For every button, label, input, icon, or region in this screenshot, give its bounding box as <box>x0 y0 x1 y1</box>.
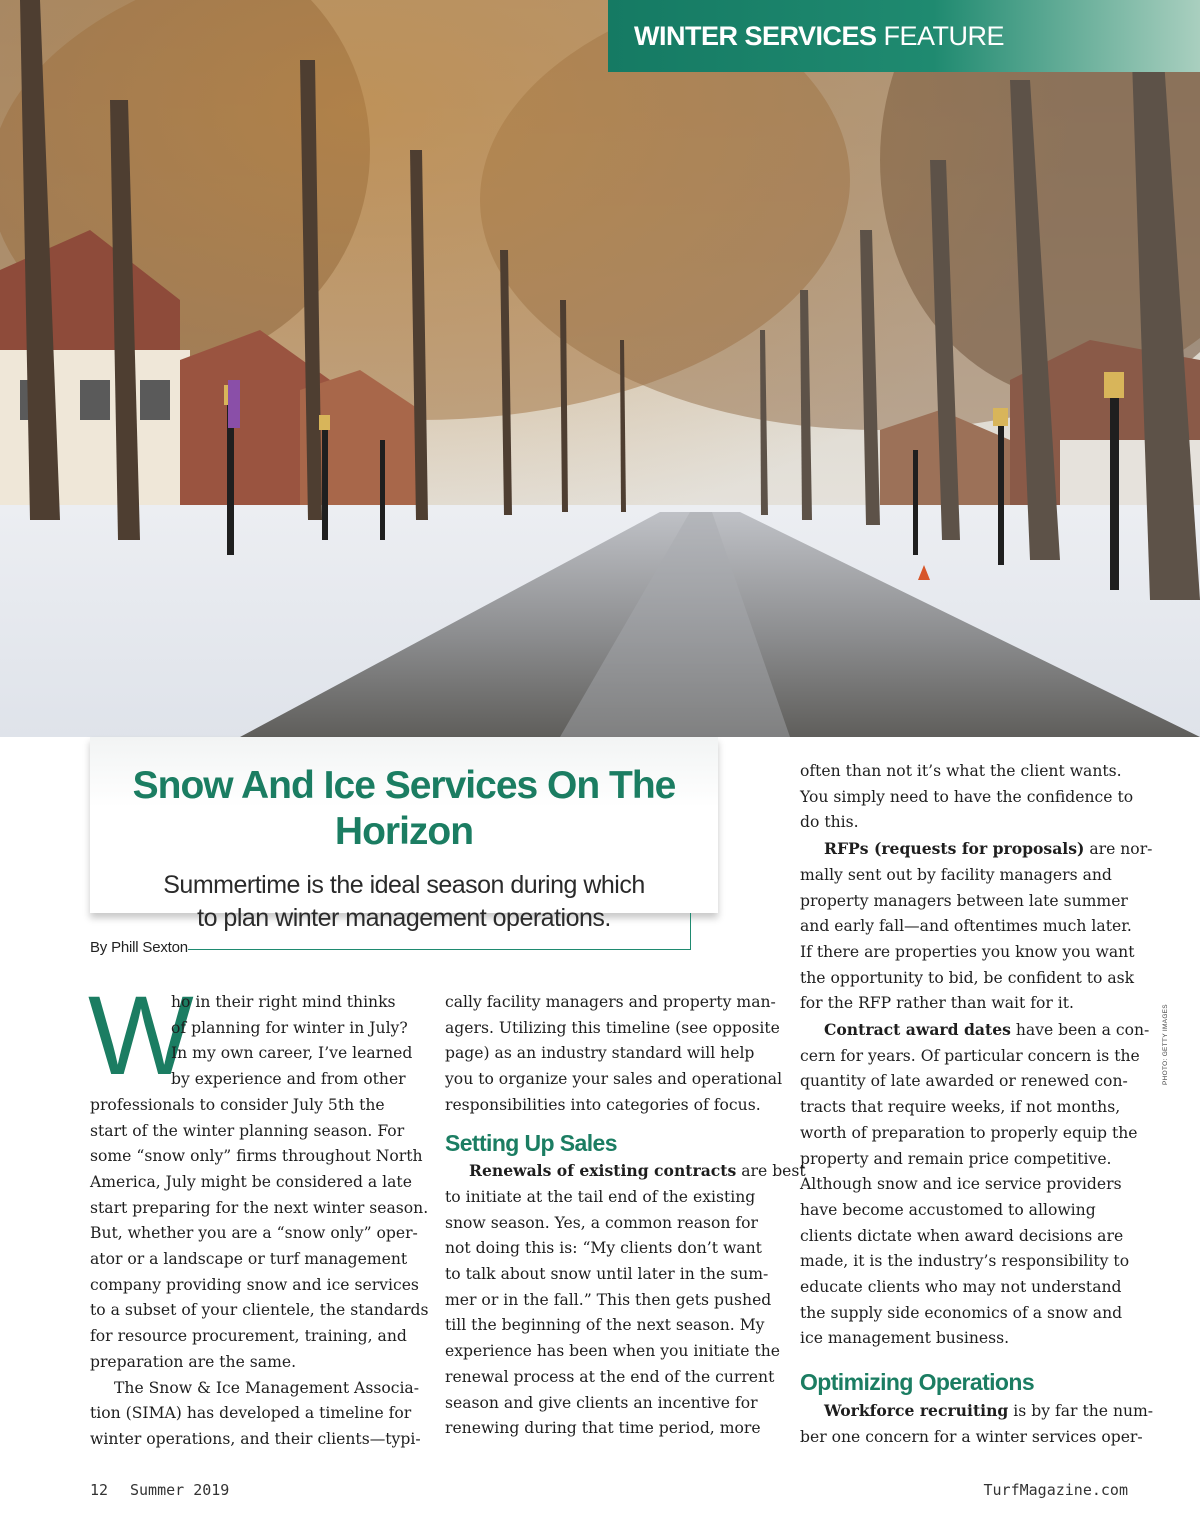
text-line: The Snow & Ice Management Associa- <box>114 1378 419 1397</box>
byline-rule <box>188 949 691 950</box>
text-line: made, it is the industry’s responsibility to <box>800 1252 1130 1271</box>
text-line: agers. Utilizing this timeline (see opposite <box>445 1018 780 1037</box>
text-line: clients dictate when award decisions are <box>800 1226 1124 1245</box>
subhead-setting-up-sales: Setting Up Sales <box>445 1129 617 1156</box>
text-line: property managers between late summer <box>800 891 1128 910</box>
lead-in: Contract award dates <box>824 1020 1011 1040</box>
text-line: cally facility managers and property man- <box>445 993 776 1011</box>
text-line: for resource procurement, training, and <box>90 1327 407 1346</box>
text-line: and early fall—and oftentimes much later. <box>800 917 1132 936</box>
byline: By Phill Sexton <box>90 939 188 956</box>
paragraph <box>800 1398 1154 1450</box>
text-line: America, July might be considered a late <box>90 1172 412 1191</box>
text-line: have become accustomed to allowing <box>800 1200 1096 1219</box>
text-line: worth of preparation to properly equip the <box>800 1123 1138 1142</box>
body-column-2 <box>445 990 806 1442</box>
lead-in: Renewals of existing contracts <box>469 1161 737 1181</box>
site-url: TurfMagazine.com <box>983 1481 1128 1499</box>
paragraph <box>800 759 1134 836</box>
section-banner <box>608 0 1200 72</box>
text-line: the opportunity to bid, be confident to ask <box>800 968 1135 987</box>
text-line: ber one concern for a winter services oper- <box>800 1427 1143 1446</box>
text-line: But, whether you are a “snow only” oper- <box>90 1224 418 1243</box>
text-line: If there are properties you know you want <box>800 942 1135 961</box>
text-line: to a subset of your clientele, the standards <box>90 1301 429 1320</box>
text-line: preparation are the same. <box>90 1352 297 1371</box>
text-line: some “snow only” firms throughout North <box>90 1147 423 1166</box>
text-line: snow season. Yes, a common reason for <box>445 1213 759 1232</box>
text-line: ho in their right mind thinks <box>171 993 396 1011</box>
text-line: renewal process at the end of the current <box>445 1367 775 1386</box>
banner-feature-label: FEATURE <box>883 20 1005 51</box>
text-line: you to organize your sales and operational <box>445 1070 783 1089</box>
text-line: ice management business. <box>800 1329 1010 1348</box>
text-line: often than not it’s what the client wants. <box>800 762 1122 780</box>
article-deck <box>140 869 668 935</box>
text-line: responsibilities into categories of focus. <box>445 1095 761 1114</box>
text-line: page) as an industry standard will help <box>445 1044 755 1063</box>
lead-in: Workforce recruiting <box>824 1400 1009 1420</box>
hero-photo <box>0 0 1200 737</box>
text-line: start preparing for the next winter season. <box>90 1198 429 1217</box>
body-column-3 <box>800 759 1154 1450</box>
photo-credit: PHOTO: GETTY IMAGES <box>1162 1004 1169 1085</box>
text-line: to initiate at the tail end of the existing <box>445 1187 756 1206</box>
body-column-1 <box>90 990 429 1453</box>
byline-rule-vertical <box>690 913 691 950</box>
text-line: renewing during that time period, more <box>445 1419 761 1438</box>
text-line: for the RFP rather than wait for it. <box>800 994 1075 1013</box>
drop-cap: W <box>88 973 194 1098</box>
text-line <box>445 1158 806 1185</box>
text-line: till the beginning of the next season. My <box>445 1316 765 1335</box>
lead-in: RFPs (requests for proposals) <box>824 839 1085 859</box>
deck-line: Summertime is the ideal season during which <box>163 871 645 899</box>
text-line <box>800 1017 1150 1044</box>
paragraph <box>445 1158 806 1442</box>
text-line: not doing this is: “My clients don’t want <box>445 1239 762 1258</box>
text-line: start of the winter planning season. For <box>90 1121 405 1140</box>
issue-label: Summer 2019 <box>130 1481 230 1499</box>
paragraph <box>445 990 783 1119</box>
headline-box <box>90 737 718 932</box>
paragraph <box>800 1017 1150 1352</box>
text-line: winter operations, and their clients—typi- <box>90 1429 421 1448</box>
lead-in-rest: have been a con- <box>1010 1021 1150 1040</box>
article-headline: Snow And Ice Services On The Horizon <box>132 764 676 853</box>
text-line: the supply side economics of a snow and <box>800 1303 1123 1322</box>
text-line: do this. <box>800 813 859 832</box>
paragraph <box>90 1376 420 1453</box>
text-line: In my own career, I’ve learned <box>171 1044 413 1063</box>
text-line <box>800 836 1153 863</box>
text-line: You simply need to have the confidence to <box>800 787 1134 806</box>
text-line: quantity of late awarded or renewed con- <box>800 1072 1128 1091</box>
lead-in-rest: are nor- <box>1084 840 1153 859</box>
text-line: tion (SIMA) has developed a timeline for <box>90 1404 412 1423</box>
text-line: season and give clients an incentive for <box>445 1393 758 1412</box>
text-line: mer or in the fall.” This then gets pushed <box>445 1290 772 1309</box>
text-line: by experience and from other <box>171 1070 406 1089</box>
text-line: tracts that require weeks, if not months, <box>800 1098 1121 1117</box>
banner-section-label: WINTER SERVICES <box>634 20 877 51</box>
text-line: professionals to consider July 5th the <box>90 1095 385 1114</box>
text-line: company providing snow and ice services <box>90 1275 419 1294</box>
text-line: of planning for winter in July? <box>171 1018 408 1037</box>
page-number: 12 <box>90 1481 109 1499</box>
lead-in-rest: is by far the num- <box>1008 1401 1154 1420</box>
text-line <box>800 1398 1154 1425</box>
text-line: property and remain price competitive. <box>800 1149 1112 1168</box>
text-line: cern for years. Of particular concern is the <box>800 1046 1140 1065</box>
lead-in-rest: are best <box>736 1162 806 1181</box>
text-line: experience has been when you initiate the <box>445 1342 780 1361</box>
paragraph <box>800 836 1153 1017</box>
subhead-optimizing-operations: Optimizing Operations <box>800 1369 1035 1396</box>
text-line: Although snow and ice service providers <box>800 1175 1122 1194</box>
deck-line: to plan winter management operations. <box>197 904 611 932</box>
text-line: ator or a landscape or turf management <box>90 1250 408 1269</box>
text-line: educate clients who may not understand <box>800 1278 1122 1297</box>
text-line: to talk about snow until later in the sum- <box>445 1265 769 1284</box>
paragraph <box>90 990 429 1376</box>
text-line: mally sent out by facility managers and <box>800 865 1112 884</box>
